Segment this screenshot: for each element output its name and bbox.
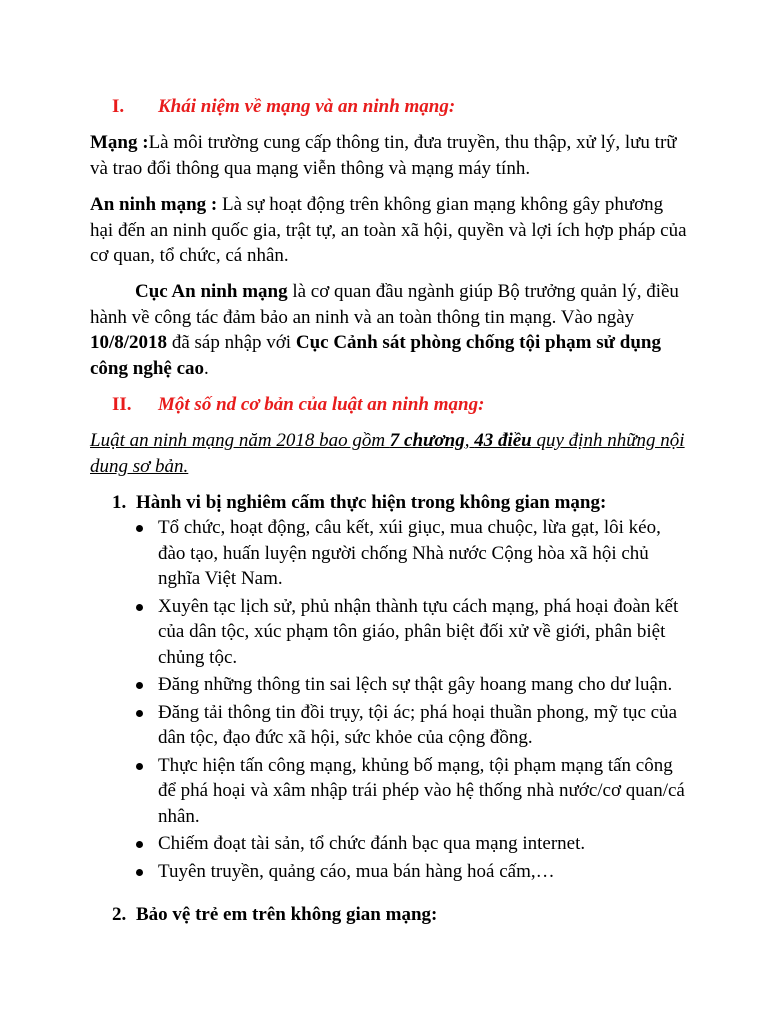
item-2-title: Bảo vệ trẻ em trên không gian mạng: [136,904,438,925]
list-item [90,753,690,830]
definition-mang-text: Là môi trường cung cấp thông tin, đưa truyền, thu thập, xử lý, lưu trữ và trao đổi thông qua mạng viễn thông và mạng máy tính. [90,132,677,179]
cuc-text-end: . [204,357,209,379]
list-item-text: Đăng những thông tin sai lệch sự thật gây hoang mang cho dư luận. [158,674,673,695]
definition-an-ninh-mang-term: An ninh mạng : [90,194,218,215]
section-1-heading [90,94,690,120]
item-1-title: Hành vi bị nghiêm cấm thực hiện trong không gian mạng: [136,492,607,513]
list-item-text: Thực hiện tấn công mạng, khủng bố mạng, tội phạm mạng tấn công để phá hoại và xâm nhập trái phép vào hệ thống nhà nước/cơ quan/cá nhân. [158,754,685,827]
item-1-heading [90,490,690,516]
bullet-icon [136,710,143,717]
law-intro-comma: , [464,430,475,451]
list-item [90,594,690,671]
merged-organization: Cục Cảnh sát phòng chống tội phạm sử dụng công nghệ cao [90,332,661,379]
prohibited-acts-list [90,515,690,884]
list-item [90,831,690,857]
law-intro-text-2: quy định những nội dung sơ bản. [90,430,685,477]
list-item [90,859,690,885]
section-1-title: Khái niệm về mạng và an ninh mạng: [158,96,456,117]
law-intro [90,428,690,479]
item-1-number: 1. [112,492,127,513]
definition-an-ninh-mang [90,192,690,269]
bullet-icon [136,525,143,532]
bullet-icon [136,682,143,689]
list-item [90,515,690,592]
list-item [90,672,690,698]
cuc-an-ninh-mang-paragraph [90,279,690,381]
cuc-text-2: đã sáp nhập với [167,332,296,353]
list-item-text: Chiếm đoạt tài sản, tổ chức đánh bạc qua mạng internet. [158,833,586,854]
list-item-text: Tuyên truyền, quảng cáo, mua bán hàng hoá cấm,… [158,860,555,882]
definition-mang-term: Mạng : [90,132,149,153]
item-2-number: 2. [112,904,127,925]
section-2-number: II. [112,394,132,415]
section-2-heading [90,392,690,418]
article-count: 43 điều [474,430,532,451]
section-1-number: I. [112,96,125,117]
cuc-an-ninh-mang-term: Cục An ninh mạng [135,281,288,302]
law-intro-text-1: Luật an ninh mạng năm 2018 bao gồm [90,430,390,451]
chapter-count: 7 chương [389,430,465,451]
cuc-text-1: là cơ quan đầu ngành giúp Bộ trưởng quản lý, điều hành về công tác đảm bảo an ninh và an toàn thông tin mạng. Vào ngày [90,281,679,328]
list-item-text: Xuyên tạc lịch sử, phủ nhận thành tựu cách mạng, phá hoại đoàn kết của dân tộc, xúc phạm tôn giáo, phân biệt đối xử về giới, phân biệt chủng tộc. [158,595,679,668]
merge-date: 10/8/2018 [90,332,168,353]
definition-mang [90,130,690,181]
list-item [90,700,690,751]
bullet-icon [136,604,143,611]
definition-an-ninh-mang-text: Là sự hoạt động trên không gian mạng không gây phương hại đến an ninh quốc gia, trật tự, an toàn xã hội, quyền và lợi ích hợp pháp của cơ quan, tổ chức, cá nhân. [90,194,687,266]
bullet-icon [136,763,143,770]
bullet-icon [136,841,143,848]
bullet-icon [136,869,143,876]
section-2-title: Một số nd cơ bản của luật an ninh mạng: [158,394,485,415]
item-2-heading [90,902,690,928]
list-item-text: Đăng tải thông tin đồi trụy, tội ác; phá hoại thuần phong, mỹ tục của dân tộc, đạo đức xã hội, sức khỏe của cộng đồng. [158,701,678,748]
list-item-text: Tổ chức, hoạt động, câu kết, xúi giục, mua chuộc, lừa gạt, lôi kéo, đào tạo, huấn luyện người chống Nhà nước Cộng hòa xã hội chủ nghĩa Việt Nam. [158,517,661,589]
